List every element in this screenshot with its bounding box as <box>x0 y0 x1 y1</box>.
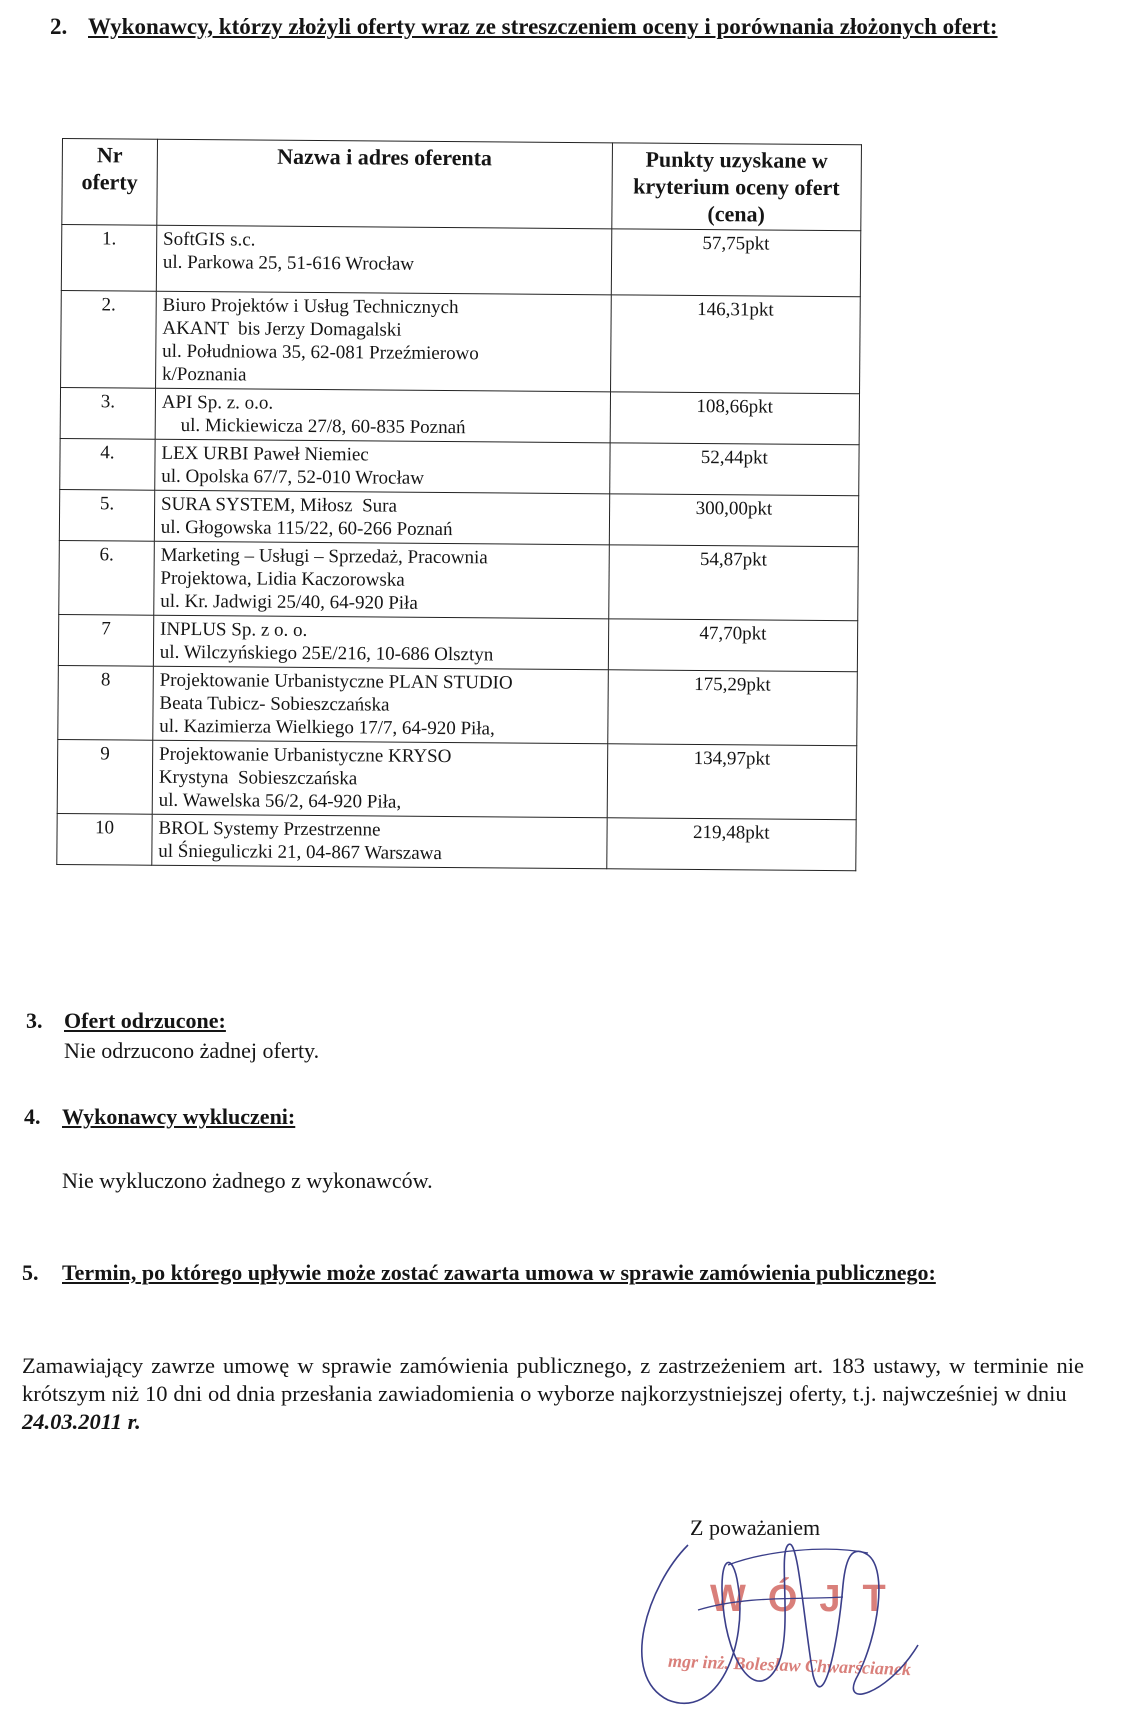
bidder-line: AKANT bis Jerzy Domagalski <box>162 317 402 341</box>
offer-number: 2. <box>61 290 157 388</box>
section-3-number: 3. <box>26 1008 43 1033</box>
stamp-title: WÓJT <box>710 1578 908 1620</box>
section-3-title: Ofert odrzucone: <box>64 1008 226 1033</box>
bidder-name-address <box>155 291 610 392</box>
header-bidder-name: Nazwa i adres oferenta <box>157 139 612 229</box>
offer-points: 108,66pkt <box>610 392 860 445</box>
bidder-line: ul Śnieguliczki 21, 04-867 Warszawa <box>158 840 442 865</box>
offer-points: 54,87pkt <box>608 545 858 621</box>
bidder-line: Projektowa, Lidia Kaczorowska <box>160 567 405 591</box>
bidder-line: LEX URBI Paweł Niemiec <box>161 442 369 466</box>
offer-number: 9 <box>57 739 152 814</box>
bidder-line: ul. Kazimierza Wielkiego 17/7, 64-920 Piła, <box>159 715 495 740</box>
bidder-name-address <box>154 490 609 545</box>
bidder-line: ul. Wilczyńskiego 25E/216, 10-686 Olsztyn <box>159 641 494 666</box>
bidder-line: ul. Południowa 35, 62-081 Przeźmierowo <box>162 340 479 365</box>
table-row <box>59 489 858 546</box>
bidder-line: ul. Wawelska 56/2, 64-920 Piła, <box>158 789 402 813</box>
section-4-title: Wykonawcy wykluczeni: <box>62 1104 296 1129</box>
table-row <box>61 290 861 393</box>
bidder-line: Krystyna Sobieszczańska <box>158 766 358 790</box>
header-offer-number: Nr oferty <box>62 139 158 226</box>
table-row <box>57 813 856 870</box>
bidder-line: Biuro Projektów i Usług Technicznych <box>162 294 459 319</box>
bidder-line: Beata Tubicz- Sobieszczańska <box>159 692 390 716</box>
bidder-line: Projektowanie Urbanistyczne KRYSO <box>158 743 452 768</box>
bidder-name-address <box>154 541 609 619</box>
bidder-line: SURA SYSTEM, Miłosz Sura <box>160 493 398 517</box>
bidder-line: API Sp. z. o.o. <box>161 391 274 414</box>
offer-points: 47,70pkt <box>608 619 858 672</box>
offer-points: 57,75pkt <box>611 229 861 297</box>
bidder-line: k/Poznania <box>161 363 247 386</box>
offer-points: 219,48pkt <box>606 818 856 871</box>
offers-table-header <box>62 139 862 231</box>
bidder-line: ul. Opolska 67/7, 52-010 Wrocław <box>161 465 425 489</box>
bidder-name-address <box>155 388 610 443</box>
bidder-name-address <box>155 439 610 494</box>
section-4-body: Nie wykluczono żadnego z wykonawców. <box>62 1168 433 1193</box>
contract-date: 24.03.2011 r. <box>22 1409 141 1434</box>
offer-number: 6. <box>59 540 154 615</box>
section-3-body: Nie odrzucono żadnej oferty. <box>64 1038 320 1063</box>
offer-points: 300,00pkt <box>609 494 859 547</box>
offer-points: 175,29pkt <box>607 670 857 746</box>
offer-points: 52,44pkt <box>609 443 859 496</box>
stamp-name: mgr inż. Bolesław Chwarścianek <box>667 1650 912 1680</box>
section-4-number: 4. <box>24 1104 41 1129</box>
bidder-line: Marketing – Usługi – Sprzedaż, Pracownia <box>160 544 488 569</box>
bidder-line: INPLUS Sp. z o. o. <box>159 618 308 641</box>
offer-number: 10 <box>57 813 152 865</box>
bidder-line: ul. Głogowska 115/22, 60-266 Poznań <box>160 516 453 541</box>
table-row <box>59 540 859 620</box>
offers-table <box>56 138 862 871</box>
bidder-line: Projektowanie Urbanistyczne PLAN STUDIO <box>159 669 513 694</box>
bidder-name-address <box>152 740 607 818</box>
bidder-name-address <box>152 814 607 869</box>
handwritten-signature <box>628 1525 978 1715</box>
offer-points: 146,31pkt <box>610 295 860 394</box>
bidder-name-address <box>153 666 608 744</box>
bidder-line: ul. Mickiewicza 27/8, 60-835 Poznań <box>161 414 466 439</box>
table-row <box>61 225 860 297</box>
header-points: Punkty uzyskane w kryterium oceny ofert (cena) <box>611 143 861 231</box>
offer-number: 7 <box>58 614 153 666</box>
table-row <box>60 438 859 495</box>
section-5-number: 5. <box>22 1260 39 1285</box>
bidder-name-address <box>153 615 608 670</box>
offer-number: 3. <box>60 387 155 439</box>
offer-number: 8 <box>58 665 153 740</box>
section-5-body: Zamawiający zawrze umowę w sprawie zamówienia publicznego, z zastrzeżeniem art. 183 ustawy, w terminie nie krótszym niż 10 dni od dnia przesłania zawiadomienia o wyborze najkorzystniejszej oferty, t.j. najwcześniej w dniu <box>22 1353 1084 1406</box>
table-row <box>58 614 857 671</box>
section-2-title: Wykonawcy, którzy złożyli oferty wraz ze streszczeniem oceny i porównania złożonych ofert: <box>88 14 998 39</box>
table-row <box>58 665 858 745</box>
section-5-paragraph <box>22 1352 1084 1436</box>
table-row <box>60 387 859 444</box>
offer-number: 4. <box>60 438 155 490</box>
bidder-line: SoftGIS s.c. <box>163 228 256 251</box>
bidder-line: ul. Kr. Jadwigi 25/40, 64-920 Piła <box>160 590 418 614</box>
offer-points: 134,97pkt <box>607 744 857 820</box>
closing-regards: Z poważaniem <box>690 1515 821 1540</box>
offer-number: 5. <box>59 489 154 541</box>
section-2-number: 2. <box>50 14 68 39</box>
offer-number: 1. <box>61 225 156 292</box>
bidder-name-address <box>156 225 611 295</box>
table-row <box>57 739 857 819</box>
bidder-line: BROL Systemy Przestrzenne <box>158 817 381 841</box>
section-5-title: Termin, po którego upływie może zostać zawarta umowa w sprawie zamówienia publicznego: <box>62 1260 936 1285</box>
bidder-line: ul. Parkowa 25, 51-616 Wrocław <box>162 251 415 275</box>
